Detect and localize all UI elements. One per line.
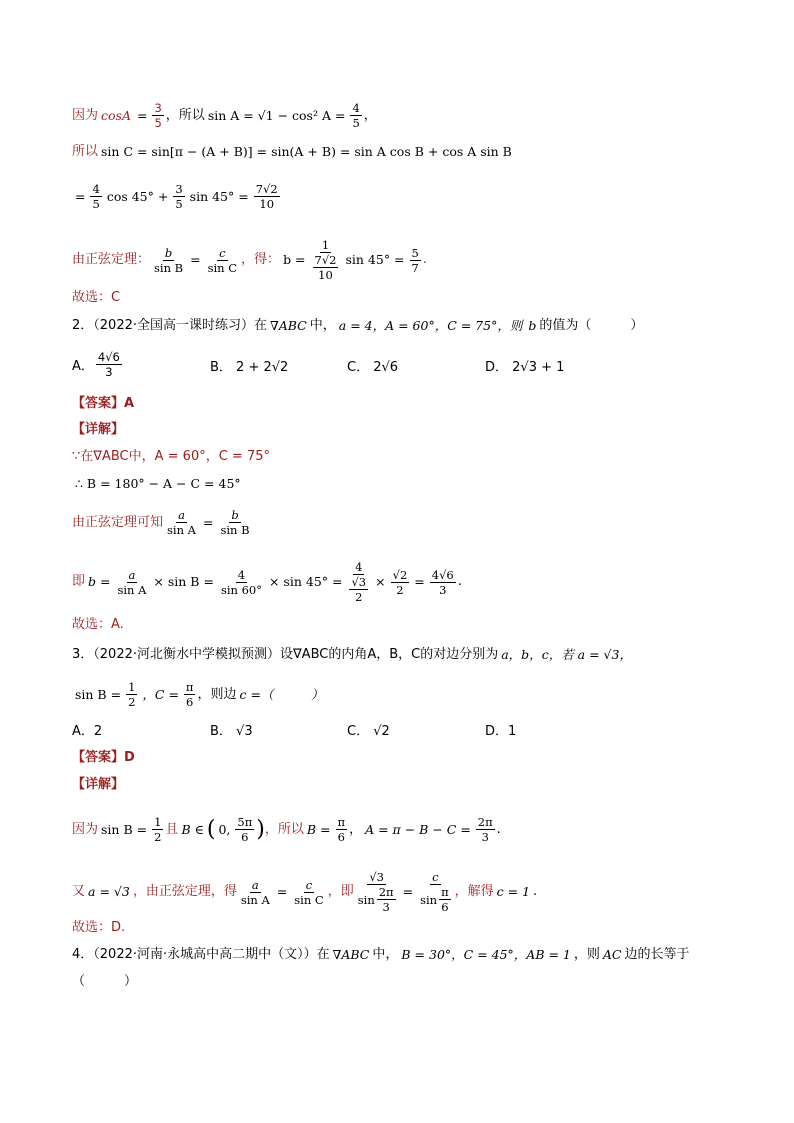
math: sin 45° =: [189, 188, 249, 204]
text: 4√6: [431, 567, 454, 582]
text: a: [178, 508, 185, 522]
text: 2π: [477, 815, 493, 829]
text: B． 2 + 2√2: [210, 360, 289, 375]
math: =: [75, 188, 86, 204]
text: 6: [186, 695, 194, 709]
text: C． 2√6: [347, 360, 399, 375]
text: D．1: [485, 724, 517, 739]
q3-detail-label: [72, 775, 124, 795]
text: sin B =: [75, 686, 122, 702]
text: ∇ABC: [332, 947, 370, 962]
text: sin C: [207, 260, 238, 275]
math: =: [136, 107, 148, 123]
math: a = 4，A = 60°，C = 75°，则: [338, 318, 523, 333]
math: sin C = sin[π − (A + B)] = sin(A + B) = sin A cos B + cos A sin B: [101, 144, 512, 159]
text: ，由正弦定理，得: [132, 884, 237, 899]
fraction: [235, 815, 254, 844]
text: 边的长等于: [624, 947, 690, 962]
q3-stem2: [72, 680, 326, 709]
text: [311, 253, 341, 282]
text: C． √2: [347, 724, 390, 739]
text: 2: [396, 582, 404, 597]
text: 【答案】A: [72, 396, 135, 411]
text: (: [206, 816, 216, 842]
text: × sin B =: [153, 574, 214, 589]
text: 2．（2022·全国高一课时练习）在: [72, 318, 267, 333]
fraction: [90, 182, 101, 211]
text: 3: [154, 101, 162, 115]
text: ∵在∇ABC中，A = 60°，C = 75°: [72, 449, 270, 464]
text: .: [422, 252, 427, 267]
text: [418, 885, 453, 914]
text: c: [432, 870, 439, 884]
q2-option-c[interactable]: [347, 356, 398, 375]
fraction: [313, 253, 339, 282]
text: 且: [165, 821, 179, 837]
text: A．: [72, 359, 94, 374]
text: A．2: [72, 724, 103, 739]
text: 由正弦定理：: [72, 252, 151, 267]
fraction: [336, 815, 348, 844]
text: 10: [318, 268, 333, 282]
text: 故选：D.: [72, 920, 126, 935]
text: a，b，c，若 a = √3，: [501, 647, 632, 662]
text: 因为: [72, 107, 99, 123]
text: c: [305, 877, 313, 892]
text: sin B =: [101, 821, 148, 837]
q2-option-b[interactable]: [210, 356, 288, 375]
text: 5: [154, 116, 162, 130]
q3-line2: [72, 870, 537, 914]
text: 又: [72, 884, 86, 899]
text: ，所以: [165, 107, 205, 123]
q2-answer: [72, 394, 134, 414]
q3-stem: [72, 645, 635, 665]
q3-line1: [72, 815, 501, 844]
q3-option-b[interactable]: [210, 720, 253, 739]
text: sin B: [154, 260, 184, 275]
text: D． 2√3 + 1: [485, 360, 565, 375]
text: 由正弦定理可知: [72, 514, 164, 530]
fraction: [165, 508, 198, 537]
text: ，: [349, 821, 363, 837]
text: π: [441, 885, 449, 899]
text: B ∈: [181, 821, 204, 837]
fraction: [311, 238, 341, 282]
text: ，得：: [241, 252, 281, 267]
sol1-line4: [72, 238, 427, 282]
text: 3: [382, 900, 390, 914]
text: .: [533, 884, 538, 899]
text: sin A: [240, 892, 270, 907]
q3-pick: [72, 918, 125, 938]
math: b: [528, 318, 537, 333]
text: .: [496, 821, 501, 837]
text: sin: [420, 892, 438, 907]
text: 故选：A.: [72, 617, 124, 632]
text: a = √3: [88, 884, 130, 899]
text: π: [185, 680, 194, 694]
text: .: [457, 574, 462, 589]
text: ，则: [573, 947, 600, 962]
text: B = 30°，C = 45°，AB = 1: [401, 947, 571, 962]
text: 的值为（ ）: [539, 318, 644, 333]
q2-line1: [72, 447, 270, 467]
fraction: [254, 182, 280, 211]
text: c =（ ）: [239, 686, 324, 702]
sol1-pick: [72, 288, 120, 308]
text: √2: [392, 567, 408, 582]
text: a: [251, 877, 259, 892]
text: =: [202, 514, 214, 530]
text: 【详解】: [72, 422, 125, 437]
fraction: [152, 815, 163, 844]
sol1-line3: [72, 182, 282, 211]
text: 7: [411, 260, 419, 275]
text: B =: [306, 821, 331, 837]
math: ∇ABC: [270, 318, 307, 333]
math: b =: [283, 252, 306, 267]
q4-stem: [72, 945, 690, 965]
text: ，所以: [264, 821, 304, 837]
fraction: [476, 815, 495, 844]
text: =: [414, 574, 425, 589]
text: 5: [411, 245, 419, 260]
math: cos 45° +: [106, 188, 169, 204]
q2-option-d[interactable]: [485, 356, 564, 375]
text: =: [276, 884, 288, 899]
text: ，即: [327, 884, 354, 899]
text: 中，: [309, 318, 336, 333]
fraction: [356, 870, 398, 914]
text: [356, 885, 398, 914]
math: sin 45° =: [345, 252, 405, 267]
text: 1: [128, 680, 136, 694]
text: =: [402, 884, 414, 899]
text: ): [256, 816, 265, 842]
text: ×: [375, 574, 386, 589]
fraction: [347, 560, 370, 604]
text: 5: [175, 197, 183, 211]
text: 3．（2022·河北衡水中学模拟预测）设∇ABC的内角A，B，C的对边分别为: [72, 647, 499, 662]
text: ，解得: [454, 884, 494, 899]
text: c: [219, 245, 226, 260]
fraction: [418, 870, 453, 914]
fraction: [292, 878, 325, 907]
text: 所以: [72, 144, 99, 159]
text: 2: [154, 830, 162, 844]
text: ，: [363, 107, 377, 123]
text: 6: [337, 830, 345, 844]
text: c = 1: [496, 884, 531, 899]
text: 4: [237, 567, 246, 582]
text: sin: [357, 892, 375, 907]
fraction: [126, 680, 137, 709]
text: √3: [369, 870, 384, 884]
q3-answer: [72, 748, 135, 768]
fraction: [239, 878, 272, 907]
text: 1: [321, 238, 330, 252]
q2-line3: [72, 508, 254, 537]
text: 2: [355, 590, 363, 604]
text: b: [231, 508, 239, 522]
fraction: [349, 575, 368, 604]
q3-option-c[interactable]: [347, 720, 390, 739]
q3-option-d[interactable]: [485, 720, 516, 739]
text: 3: [439, 582, 447, 597]
q3-option-a[interactable]: [72, 720, 102, 739]
text: 0,: [218, 821, 231, 837]
text: 【详解】: [72, 777, 125, 792]
fraction: [184, 680, 196, 709]
text: 6: [441, 900, 449, 914]
text: √3: [351, 575, 367, 589]
fraction: [350, 101, 361, 130]
text: 5π: [237, 815, 253, 829]
q2-line4: [72, 560, 462, 604]
fraction: [439, 885, 451, 914]
fraction: [152, 246, 185, 275]
fraction: [96, 350, 122, 379]
q2-option-a[interactable]: [72, 350, 124, 379]
text: 1: [154, 815, 162, 829]
fraction: [377, 885, 396, 914]
text: 因为: [72, 821, 99, 837]
fraction: [218, 508, 251, 537]
text: 故选：C: [72, 290, 121, 305]
text: A = π − B − C =: [365, 821, 471, 837]
text: 即: [72, 574, 86, 589]
text: 5: [352, 116, 360, 130]
text: AC: [602, 947, 622, 962]
text: ，则边: [197, 686, 237, 702]
text: 10: [259, 197, 275, 211]
text: （ ）: [72, 974, 138, 989]
text: 【答案】D: [72, 750, 135, 765]
text: B． √3: [210, 724, 253, 739]
text: 5: [92, 197, 100, 211]
q2-line2: [72, 474, 244, 494]
text: × sin 45° =: [268, 574, 343, 589]
text: sin 60°: [220, 582, 262, 597]
text: π: [337, 815, 346, 829]
text: 7√2: [255, 182, 278, 196]
math: sin A = √1 − cos² A =: [207, 107, 346, 123]
text: b =: [88, 574, 111, 589]
fraction: [206, 246, 239, 275]
text: sin C: [294, 892, 324, 907]
q4-stem2: [72, 972, 137, 992]
text: 3: [175, 182, 183, 196]
sol1-line1: [72, 101, 377, 130]
text: 中，: [372, 947, 399, 962]
text: 4: [355, 560, 363, 574]
q2-stem: [72, 316, 643, 336]
text: 6: [241, 830, 249, 844]
fraction: [219, 568, 264, 597]
text: 4．（2022·河南·永城高中高二期中（文））在: [72, 947, 330, 962]
text: 2: [128, 695, 136, 709]
text: sin A: [117, 582, 147, 597]
text: b: [164, 245, 173, 260]
q2-detail-label: [72, 420, 124, 440]
sol1-line2: [72, 142, 515, 162]
math: cosA: [101, 107, 131, 123]
q2-pick: [72, 615, 124, 635]
text: a: [128, 567, 136, 582]
text: sin B: [220, 523, 250, 537]
text: 4: [352, 101, 360, 115]
text: ，C =: [142, 686, 179, 702]
text: 3: [481, 830, 489, 844]
fraction: [410, 246, 421, 275]
text: 2π: [378, 885, 394, 899]
text: sin A: [167, 523, 196, 537]
text: 4: [92, 182, 100, 196]
fraction: [152, 101, 163, 130]
fraction: [391, 568, 410, 597]
text: =: [190, 252, 201, 267]
fraction: [430, 568, 456, 597]
text: 4√6: [97, 350, 120, 364]
fraction: [115, 568, 148, 597]
text: 7√2: [314, 253, 337, 267]
text: ∴ B = 180° − A − C = 45°: [75, 476, 241, 491]
fraction: [173, 182, 184, 211]
text: [347, 575, 370, 604]
text: 3: [105, 365, 113, 379]
